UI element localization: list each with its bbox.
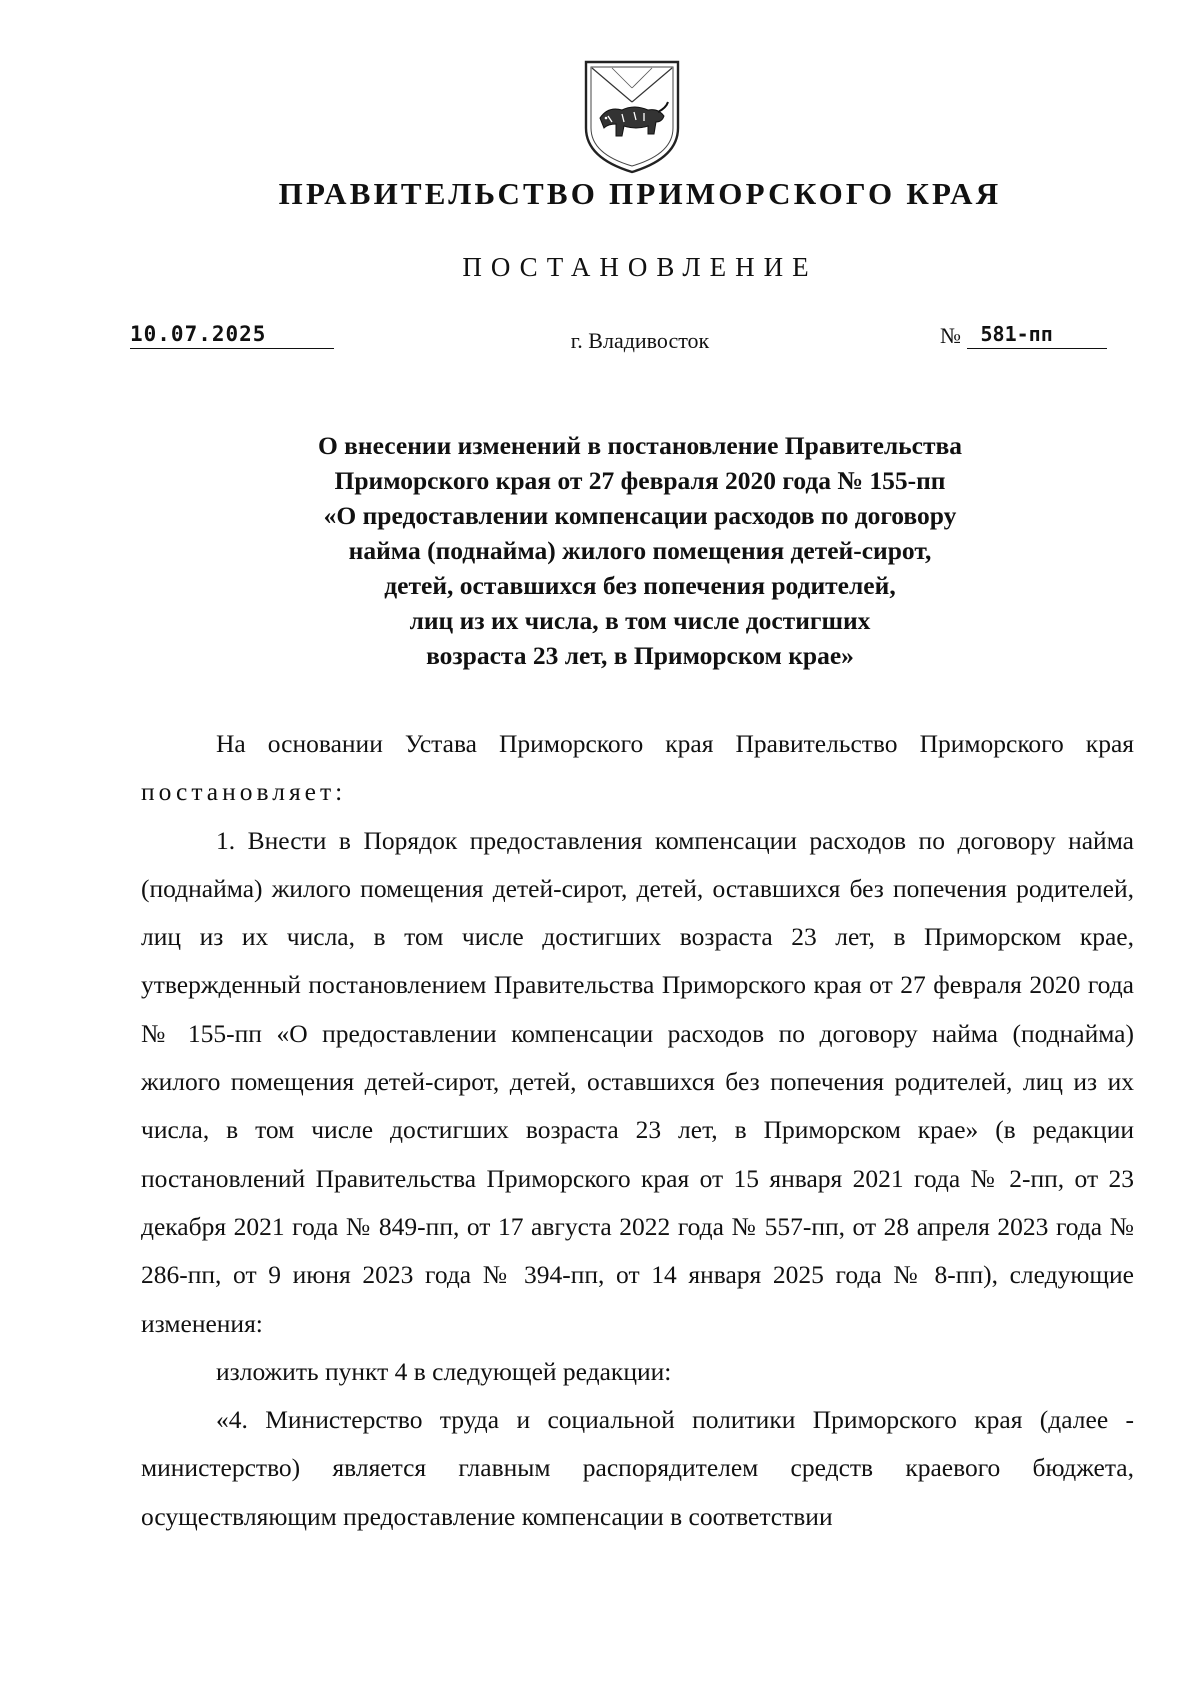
heading-line: Приморского края от 27 февраля 2020 года № 155-пп [334,466,946,495]
preamble-paragraph [141,720,1134,817]
document-body [141,720,1134,1541]
item-1-paragraph: 1. Внести в Порядок предоставления компенсации расходов по договору найма (поднайма) жилого помещения детей-сирот, детей, оставшихся без попечения родителей, лиц из их числа, в том числе достигших возраста 23 лет, в Приморском крае, утвержденный постановлением Правительства Приморского края от 27 февраля 2020 года № 155-пп «О предоставлении компенсации расходов по договору найма (поднайма) жилого помещения детей-сирот, детей, оставшихся без попечения родителей, лиц из их числа, в том числе достигших возраста 23 лет, в Приморском крае» (в редакции постановлений Правительства Приморского края от 15 января 2021 года № 2-пп, от 23 декабря 2021 года № 849-пп, от 17 августа 2022 года № 557-пп, от 28 апреля 2023 года № 286-пп, от 9 июня 2023 года № 394-пп, от 14 января 2025 года № 8-пп), следующие изменения: [141,825,1134,1338]
item-4-paragraph: «4. Министерство труда и социальной политики Приморского края (далее - министерство) является главным распорядителем средств краевого бюджета, осуществляющим предоставление компенсации в соответствии [141,1405,1134,1531]
document-heading [160,428,1120,673]
instruction-paragraph: изложить пункт 4 в следующей редакции: [216,1356,672,1386]
heading-line: детей, оставшихся без попечения родителей, [384,571,896,600]
heading-line: возраста 23 лет, в Приморском крае» [426,641,854,670]
organization-title: ПРАВИТЕЛЬСТВО ПРИМОРСКОГО КРАЯ [278,176,1002,211]
document-number-block [940,322,1107,349]
coat-of-arms-icon [578,58,686,178]
preamble-verb: постановляет: [141,777,347,807]
document-city: г. Владивосток [570,328,710,353]
heading-line: О внесении изменений в постановление Правительства [317,431,963,460]
preamble-text: На основании Устава Приморского края Правительство Приморского края [216,729,1134,758]
document-number: 581-пп [967,322,1107,349]
number-sign: № [940,323,961,348]
heading-line: лиц из их числа, в том числе достигших [409,606,871,635]
heading-line: найма (поднайма) жилого помещения детей-сирот, [348,536,932,565]
document-type: ПОСТАНОВЛЕНИЕ [462,252,818,282]
heading-line: «О предоставлении компенсации расходов по договору [323,501,957,530]
document-date: 10.07.2025 [130,322,334,349]
